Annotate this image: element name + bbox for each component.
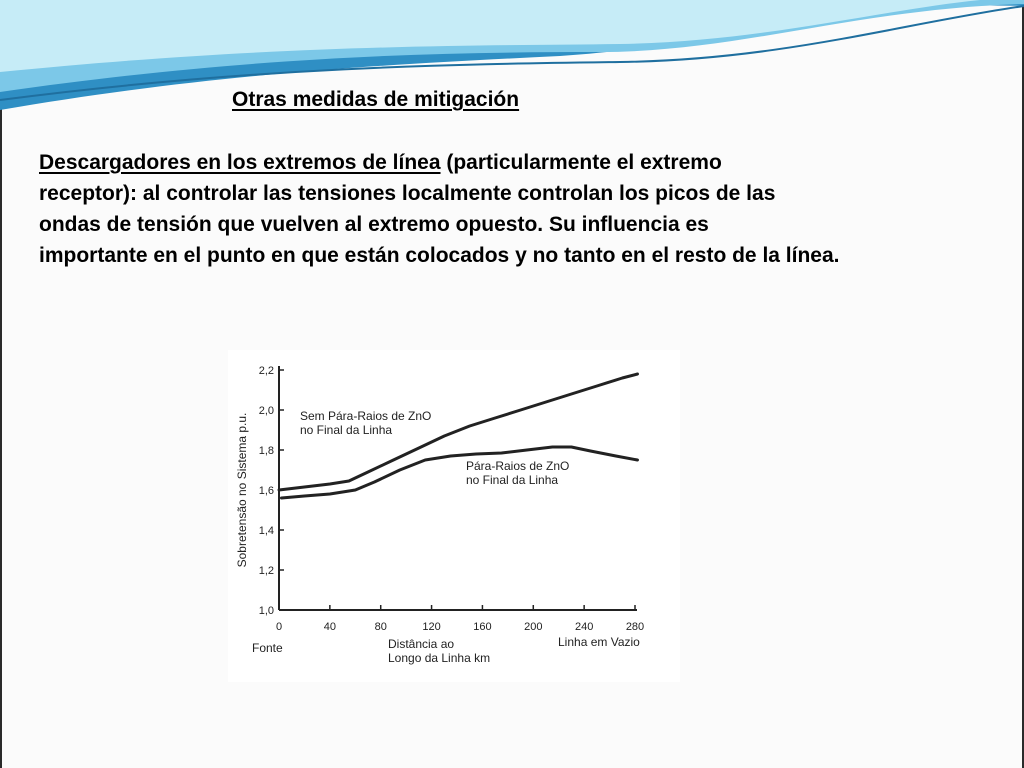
y-tick-label: 1,0 xyxy=(258,605,274,617)
series-1-label-line-1: Sem Pára-Raios de ZnO xyxy=(300,409,432,423)
x-right-label: Linha em Vazio xyxy=(558,635,640,649)
x-axis-label-line-2: Longo da Linha km xyxy=(388,651,491,665)
series-line-2 xyxy=(282,447,638,498)
overvoltage-chart xyxy=(228,350,680,682)
x-tick-label: 160 xyxy=(473,621,492,633)
body-line-4: importante en el punto en que están colocados y no tanto en el resto de la línea. xyxy=(39,244,840,267)
body-line-1: (particularmente el extremo xyxy=(440,151,722,174)
body-line-3: ondas de tensión que vuelven al extremo opuesto. Su influencia es xyxy=(39,213,709,236)
series-2-label-line-2: no Final da Linha xyxy=(466,473,559,487)
body-line-2: receptor): al controlar las tensiones localmente controlan los picos de las xyxy=(39,182,776,205)
slide-body xyxy=(39,147,1024,271)
y-tick-label: 1,2 xyxy=(258,565,274,577)
x-tick-label: 200 xyxy=(524,621,543,633)
slide-title: Otras medidas de mitigación xyxy=(232,88,520,111)
x-tick-label: 240 xyxy=(574,621,594,633)
y-axis-label: Sobretensão no Sistema p.u. xyxy=(235,412,249,568)
y-tick-label: 1,8 xyxy=(258,445,274,457)
series-1-label-line-2: no Final da Linha xyxy=(300,423,393,437)
y-tick-label: 2,2 xyxy=(258,365,274,377)
y-tick-label: 1,6 xyxy=(258,485,274,497)
x-axis-label-line-1: Distância ao xyxy=(388,637,455,651)
x-tick-label: 280 xyxy=(625,621,645,633)
x-left-label: Fonte xyxy=(252,641,283,655)
body-term: Descargadores en los extremos de línea xyxy=(39,151,441,174)
x-tick-label: 80 xyxy=(374,621,387,633)
y-tick-label: 2,0 xyxy=(258,405,274,417)
x-tick-label: 0 xyxy=(275,621,283,633)
x-tick-label: 40 xyxy=(323,621,336,633)
series-2-label-line-1: Pára-Raios de ZnO xyxy=(466,459,570,473)
chart-figure xyxy=(228,350,680,682)
y-tick-label: 1,4 xyxy=(258,525,274,537)
x-tick-label: 120 xyxy=(422,621,441,633)
